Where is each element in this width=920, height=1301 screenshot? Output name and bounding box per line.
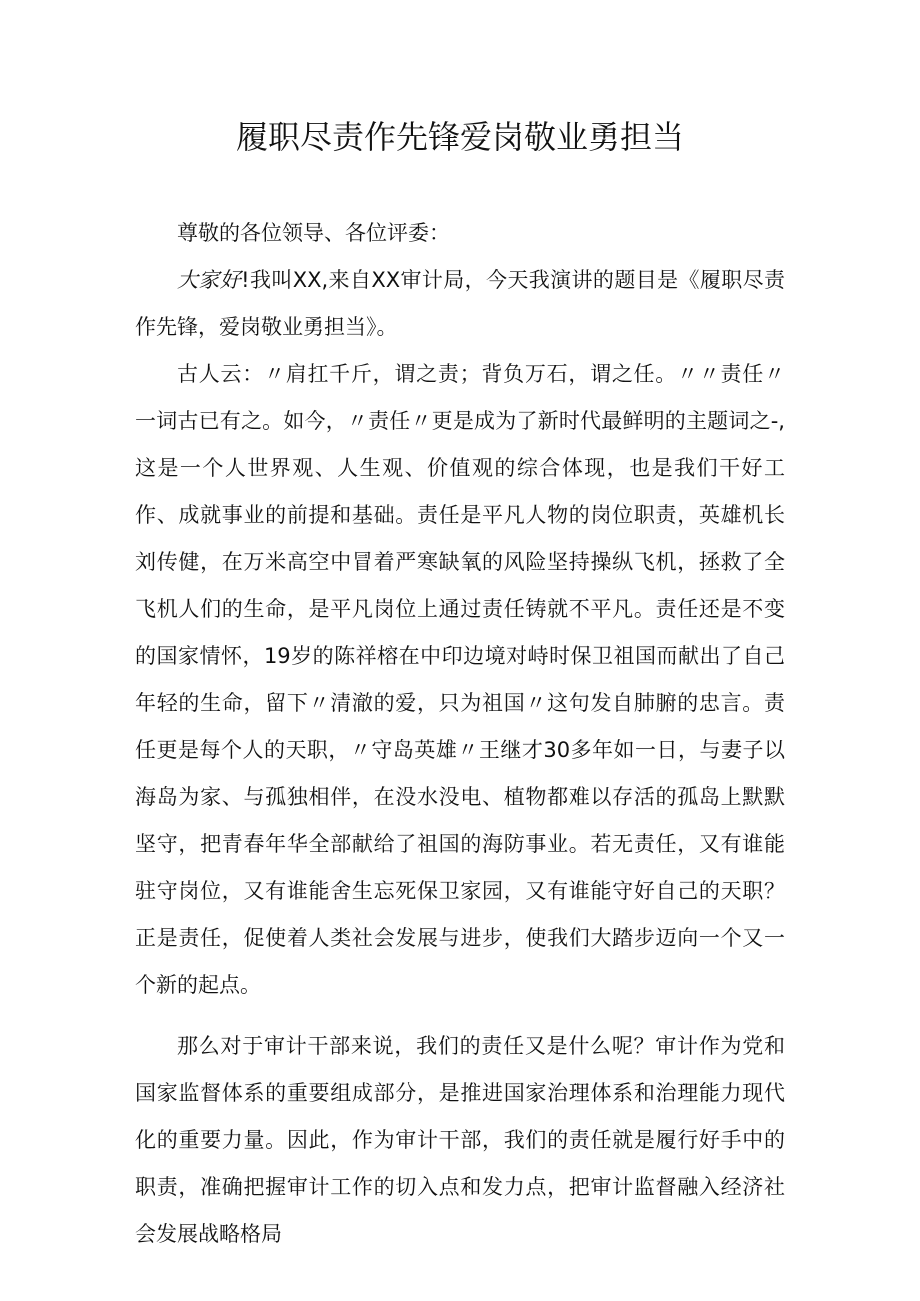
intro-paragraph [135, 257, 785, 351]
document-body [135, 210, 785, 1258]
document-title: 履职尽责作先锋爱岗敬业勇担当 [235, 118, 684, 156]
intro-rest: !我叫XX,来自XX审计局，今天我演讲的题目是《履职尽责作先锋，爱岗敬业勇担当》。 [135, 268, 786, 339]
body-paragraph-responsibility: 古人云：〃肩扛千斤，谓之责；背负万石，谓之任。〃〃责任〃一词古已有之。如今，〃责任〃更是成为了新时代最鲜明的主题词之-,这是一个人世界观、人生观、价值观的综合体现，也是我们干好工作、成就事业的前提和基础。责任是平凡人物的岗位职责，英雄机长刘传健，在万米高空中冒着严寒缺氧的风险坚持操纵飞机，拯救了全飞机人们的生命，是平凡岗位上通过责任铸就不平凡。责任还是不变的国家情怀，19岁的陈祥榕在中印边境对峙时保卫祖国而献出了自己年轻的生命，留下〃清澈的爱，只为祖国〃这句发自肺腑的忠言。责任更是每个人的天职，〃守岛英雄〃王继才30多年如一日，与妻子以海岛为家、与孤独相伴，在没水没电、植物都难以存活的孤岛上默默坚守，把青春年华全部献给了祖国的海防事业。若无责任，又有谁能驻守岗位，又有谁能舍生忘死保卫家园，又有谁能守好自己的天职？正是责任，促使着人类社会发展与进步，使我们大踏步迈向一个又一个新的起点。 [135, 362, 785, 997]
intro-greeting: 大家好 [177, 268, 242, 292]
body-paragraph-audit: 那么对于审计干部来说，我们的责任又是什么呢？审计作为党和国家监督体系的重要组成部分，是推进国家治理体系和治理能力现代化的重要力量。因此，作为审计干部，我们的责任就是履行好手中的职责，准确把握审计工作的切入点和发力点，把审计监督融入经济社会发展战略格局 [135, 1034, 785, 1246]
salutation-line: 尊敬的各位领导、各位评委： [177, 221, 450, 245]
